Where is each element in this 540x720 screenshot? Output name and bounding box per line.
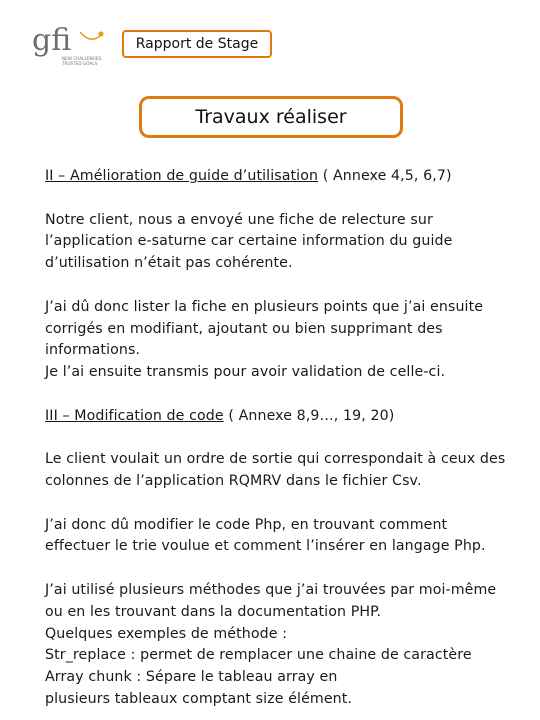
section-title-box — [139, 96, 403, 138]
text-line: J’ai dû donc lister la fiche en plusieurs points que j’ai ensuite — [45, 298, 484, 315]
logo-tagline-2: TRUSTED GOALS — [62, 61, 98, 66]
section3-heading: III – Modification de code — [45, 407, 224, 424]
section3-annex: ( Annexe 8,9…, 19, 20) — [223, 407, 395, 424]
rapport-label-box — [122, 30, 272, 58]
text-line: Quelques exemples de méthode : — [45, 625, 288, 642]
text-line: l’application e-saturne car certaine information du guide — [45, 233, 453, 250]
text-line: colonnes de l’application RQMRV dans le fichier Csv. — [45, 473, 422, 490]
text-line: J’ai donc dû modifier le code Php, en trouvant comment — [45, 516, 448, 533]
text-line: informations. — [45, 342, 141, 359]
logo-dot-icon — [98, 31, 103, 36]
section-title: Travaux réaliser — [195, 106, 347, 128]
text-line: Array chunk : Sépare le tableau array en — [45, 668, 338, 685]
text-line: Je l’ai ensuite transmis pour avoir validation de celle-ci. — [45, 363, 446, 380]
section2-heading: II – Amélioration de guide d’utilisation — [45, 168, 319, 184]
text-line: corrigés en modifiant, ajoutant ou bien supprimant des — [45, 320, 443, 337]
rapport-label: Rapport de Stage — [135, 36, 259, 52]
section2-annex: ( Annexe 4,5, 6,7) — [318, 168, 452, 184]
text-line: plusieurs tableaux comptant size élément. — [45, 690, 353, 707]
text-line: Le client voulait un ordre de sortie qui correspondait à ceux des — [45, 451, 506, 468]
text-line: ou en les trouvant dans la documentation PHP. — [45, 603, 382, 620]
text-line: d’utilisation n’était pas cohérente. — [45, 255, 293, 272]
gfi-logo — [30, 14, 110, 74]
text-line: Str_replace : permet de remplacer une chaine de caractère — [45, 647, 472, 664]
logo-text: gfi — [32, 23, 72, 58]
section2-heading-line — [45, 166, 525, 188]
logo-tagline-1: NEW CHALLENGES, — [62, 56, 103, 61]
text-line: J’ai utilisé plusieurs méthodes que j’ai trouvées par moi-même — [45, 582, 497, 599]
text-line: effectuer le trie voulue et comment l’insérer en langage Php. — [45, 538, 486, 555]
text-line: Notre client, nous a envoyé une fiche de relecture sur — [45, 211, 433, 228]
document-body — [45, 166, 525, 710]
section3-heading-line — [45, 406, 525, 428]
